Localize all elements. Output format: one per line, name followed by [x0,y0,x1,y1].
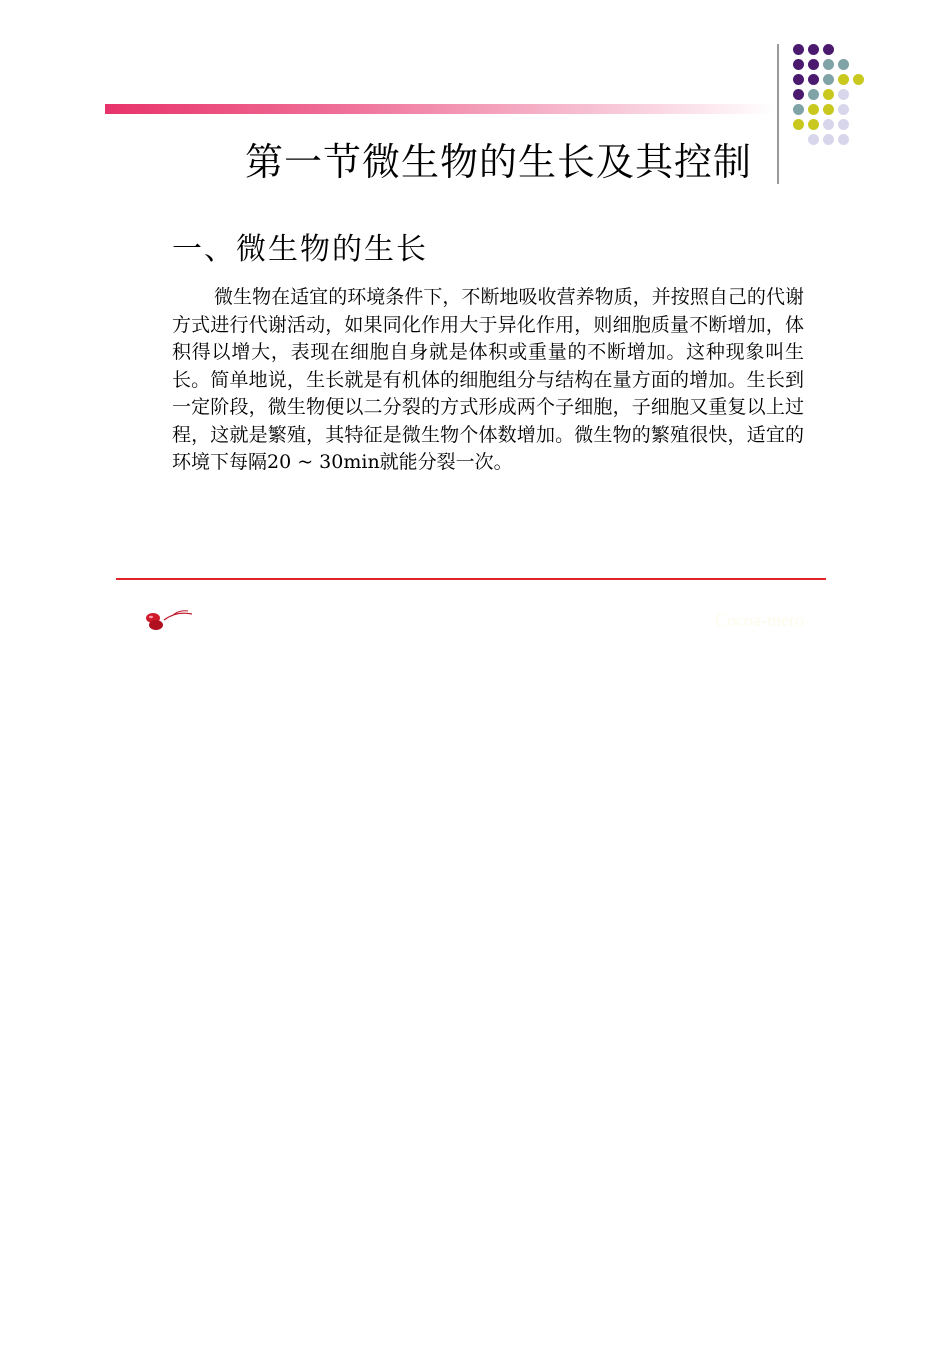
decor-dot [793,119,804,130]
decor-dot [808,59,819,70]
decor-dot [823,74,834,85]
decor-dot [793,89,804,100]
body-paragraph: 微生物在适宜的环境条件下，不断地吸收营养物质，并按照自己的代谢方式进行代谢活动，如果同化作用大于异化作用，则细胞质量不断增加，体积得以增大，表现在细胞自身就是体积或重量的不断增加。这种现象叫生长。简单地说，生长就是有机体的细胞组分与结构在量方面的增加。生长到一定阶段，微生物便以二分裂的方式形成两个子细胞，子细胞又重复以上过程，这就是繁殖，其特征是微生物个体数增加。微生物的繁殖很快，适宜的环境下每隔20 ~ 30min就能分裂一次。 [172,286,804,473]
decor-dot [823,89,834,100]
decor-dot [808,44,819,55]
decor-dot [808,134,819,145]
decor-dot [838,104,849,115]
footer-text: Cocoa-mero [715,610,804,630]
decor-dot [853,74,864,85]
cherry-icon [142,608,198,634]
decor-dot [793,104,804,115]
decor-dot [838,89,849,100]
decor-dot [838,59,849,70]
decor-dot [808,104,819,115]
decor-dot [808,119,819,130]
title-gradient-bar [105,104,775,114]
decor-dot [823,119,834,130]
dot-grid-icon [793,44,873,164]
decor-dot [823,134,834,145]
decor-dot [823,104,834,115]
decor-dot [838,119,849,130]
decor-dot [838,74,849,85]
slide-title: 第一节微生物的生长及其控制 [245,140,753,184]
decor-dot [823,59,834,70]
footer-rule [116,578,826,580]
decor-dot [793,74,804,85]
section-heading: 一、微生物的生长 [172,232,428,267]
decor-dot [793,44,804,55]
decor-dot [793,59,804,70]
decor-dot [823,44,834,55]
decor-dot [808,89,819,100]
slide [0,0,952,660]
decor-dot [838,134,849,145]
decor-dot [808,74,819,85]
